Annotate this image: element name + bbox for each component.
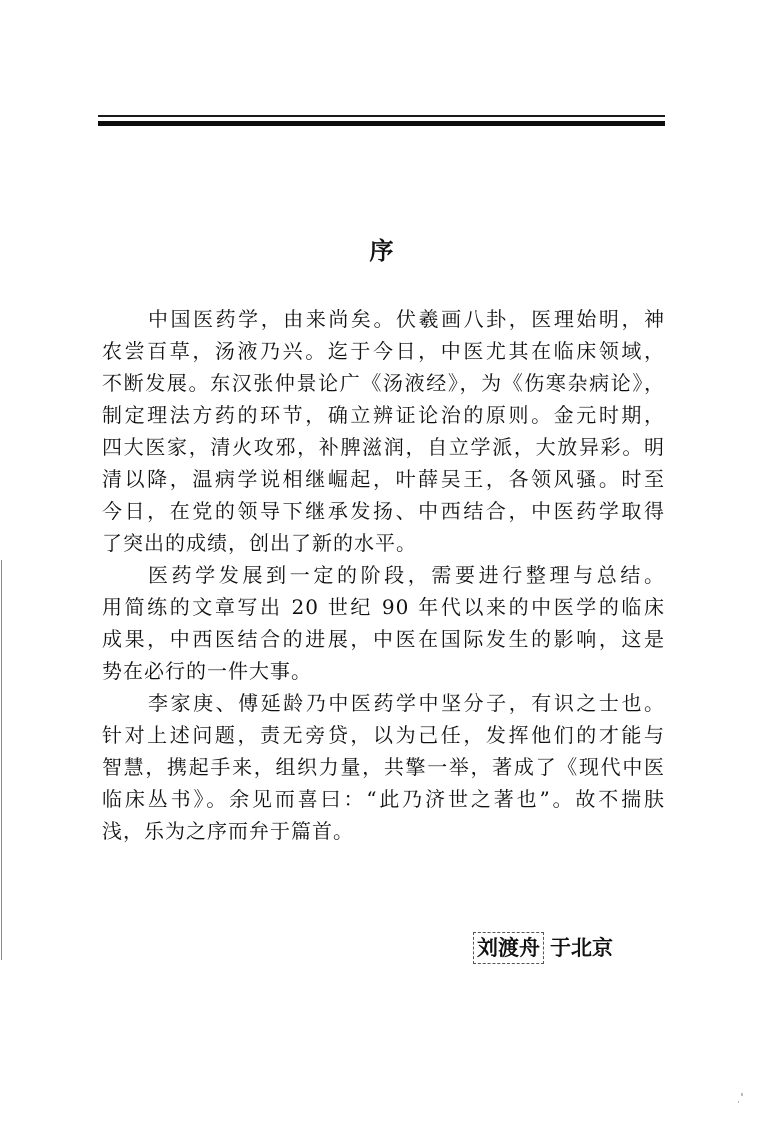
paragraph-1-line-6: 清以降，温病学说相继崛起，叶薛吴王，各领风骚。时至 [102, 467, 665, 491]
scan-page-edge [1, 560, 2, 960]
signature [473, 932, 613, 964]
paragraph-1-line-2: 农尝百草，汤液乃兴。迄于今日，中医尤其在临床领域， [102, 339, 665, 363]
paragraph-2-line-1: 医药学发展到一定的阶段，需要进行整理与总结。 [148, 563, 665, 587]
paragraph-3-line-1: 李家庚、傅延龄乃中医药学中坚分子，有识之士也。 [148, 691, 665, 715]
preface-body [102, 303, 665, 847]
paragraph-1-line-4: 制定理法方药的环节，确立辨证论治的原则。金元时期， [102, 403, 665, 427]
paragraph-1-line-1: 中国医药学，由来尚矣。伏羲画八卦，医理始明，神 [148, 307, 665, 331]
paragraph-3-line-4: 临床丛书》。余见而喜曰：“此乃济世之著也”。故不揣肤 [102, 787, 665, 811]
paragraph-1-line-7: 今日，在党的领导下继承发扬、中西结合，中医药学取得 [102, 499, 665, 523]
paragraph-2-line-4: 势在必行的一件大事。 [102, 659, 312, 683]
paragraph-3-line-3: 智慧，携起手来，组织力量，共擎一举，著成了《现代中医 [102, 755, 665, 779]
paragraph-1-line-5: 四大医家，清火攻邪，补脾滋润，自立学派，大放异彩。明 [102, 435, 665, 459]
scan-speck [741, 1093, 743, 1096]
signature-name-seal: 刘渡舟 [473, 932, 544, 964]
paragraph-1-line-3: 不断发展。东汉张仲景论广《汤液经》，为《伤寒杂病论》， [102, 371, 665, 395]
paragraph-3-line-5: 浅，乐为之序而弁于篇首。 [102, 819, 354, 843]
paragraph-1-line-8: 了突出的成绩，创出了新的水平。 [102, 531, 417, 555]
header-rule-thick [98, 121, 665, 126]
signature-place: 于北京 [550, 936, 613, 960]
paragraph-3-line-2: 针对上述问题，责无旁贷，以为己任，发挥他们的才能与 [102, 723, 665, 747]
page-title: 序 [369, 237, 394, 265]
paragraph-2-line-2: 用简练的文章写出 20 世纪 90 年代以来的中医学的临床 [102, 595, 665, 619]
scan-speck [738, 1101, 739, 1103]
paragraph-2-line-3: 成果，中西医结合的进展，中医在国际发生的影响，这是 [102, 627, 665, 651]
header-rule-thin [98, 115, 665, 117]
